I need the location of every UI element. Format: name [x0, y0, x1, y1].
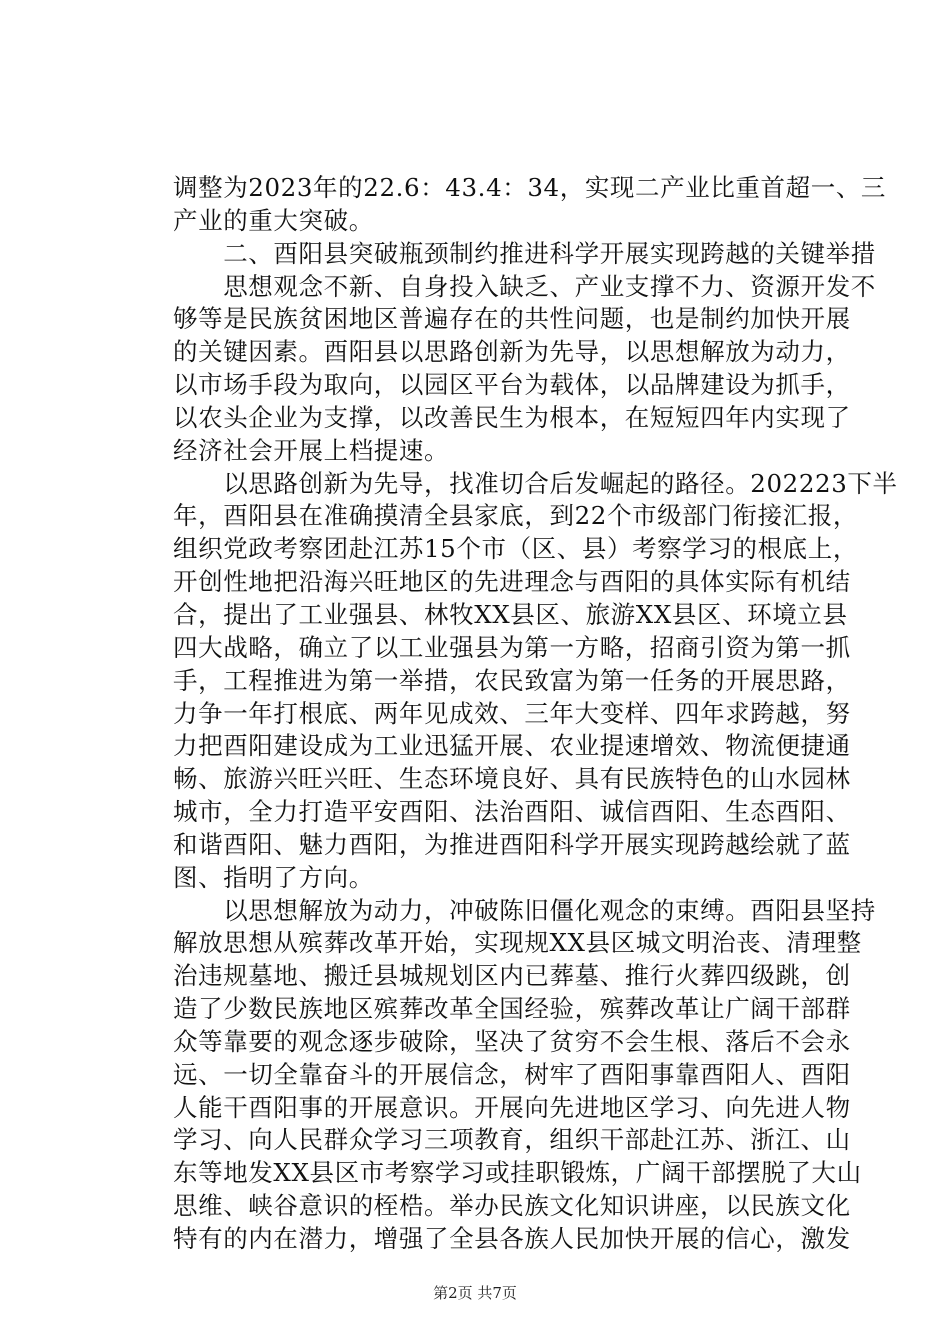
text-line: 以市场手段为取向，以园区平台为载体，以品牌建设为抓手，	[173, 370, 851, 400]
text-line: 产业的重大突破。	[173, 205, 374, 235]
text-line: 够等是民族贫困地区普遍存在的共性问题，也是制约加快开展	[173, 304, 851, 334]
text-line: 城市，全力打造平安酉阳、法治酉阳、诚信酉阳、生态酉阳、	[173, 797, 851, 827]
text-line: 年，酉阳县在准确摸清全县家底，到22个市级部门衔接汇报，	[173, 501, 858, 531]
text-line: 造了少数民族地区殡葬改革全国经验，殡葬改革让广阔干部群	[173, 994, 851, 1024]
text-line: 思维、峡谷意识的桎梏。举办民族文化知识讲座，以民族文化	[173, 1191, 851, 1221]
text-line: 力把酉阳建设成为工业迅猛开展、农业提速增效、物流便捷通	[173, 731, 851, 761]
text-line: 东等地发XX县区市考察学习或挂职锻炼，广阔干部摆脱了大山	[173, 1158, 862, 1188]
text-line: 以思想解放为动力，冲破陈旧僵化观念的束缚。酉阳县坚持	[173, 895, 876, 925]
text-line: 和谐酉阳、魅力酉阳，为推进酉阳科学开展实现跨越绘就了蓝	[173, 829, 851, 859]
text-line: 远、一切全靠奋斗的开展信念，树牢了酉阳事靠酉阳人、酉阳	[173, 1059, 851, 1089]
text-line: 的关键因素。酉阳县以思路创新为先导，以思想解放为动力，	[173, 337, 851, 367]
text-line: 手，工程推进为第一举措，农民致富为第一任务的开展思路，	[173, 665, 851, 695]
text-line: 调整为2023年的22.6：43.4：34，实现二产业比重首超一、三	[173, 173, 887, 202]
text-line: 二、酉阳县突破瓶颈制约推进科学开展实现跨越的关键举措	[173, 238, 876, 268]
text-line: 思想观念不新、自身投入缺乏、产业支撑不力、资源开发不	[173, 271, 876, 301]
text-line: 特有的内在潜力，增强了全县各族人民加快开展的信心，激发	[173, 1224, 851, 1253]
text-line: 以农头企业为支撑，以改善民生为根本，在短短四年内实现了	[173, 402, 851, 432]
page-footer: 第2页 共7页	[433, 1284, 517, 1302]
text-line: 组织党政考察团赴江苏15个市（区、县）考察学习的根底上，	[173, 534, 858, 564]
text-line: 治违规墓地、搬迁县城规划区内已葬墓、推行火葬四级跳，创	[173, 961, 851, 991]
text-line: 开创性地把沿海兴旺地区的先进理念与酉阳的具体实际有机结	[173, 567, 851, 597]
text-line: 众等靠要的观念逐步破除，坚决了贫穷不会生根、落后不会永	[173, 1026, 851, 1056]
text-line: 以思路创新为先导，找准切合后发崛起的路径。202223下半	[173, 468, 898, 498]
text-line: 四大战略，确立了以工业强县为第一方略，招商引资为第一抓	[173, 632, 851, 662]
text-line: 合，提出了工业强县、林牧XX县区、旅游XX县区、环境立县	[173, 599, 848, 629]
text-line: 人能干酉阳事的开展意识。开展向先进地区学习、向先进人物	[173, 1092, 851, 1122]
text-line: 解放思想从殡葬改革开始，实现规XX县区城文明治丧、清理整	[173, 928, 862, 958]
text-line: 学习、向人民群众学习三项教育，组织干部赴江苏、浙江、山	[173, 1125, 851, 1155]
text-line: 畅、旅游兴旺兴旺、生态环境良好、具有民族特色的山水园林	[173, 764, 851, 794]
body-text	[173, 172, 898, 1256]
text-line: 力争一年打根底、两年见成效、三年大变样、四年求跨越，努	[173, 698, 851, 728]
text-line: 经济社会开展上档提速。	[173, 435, 450, 465]
text-line: 图、指明了方向。	[173, 862, 374, 892]
